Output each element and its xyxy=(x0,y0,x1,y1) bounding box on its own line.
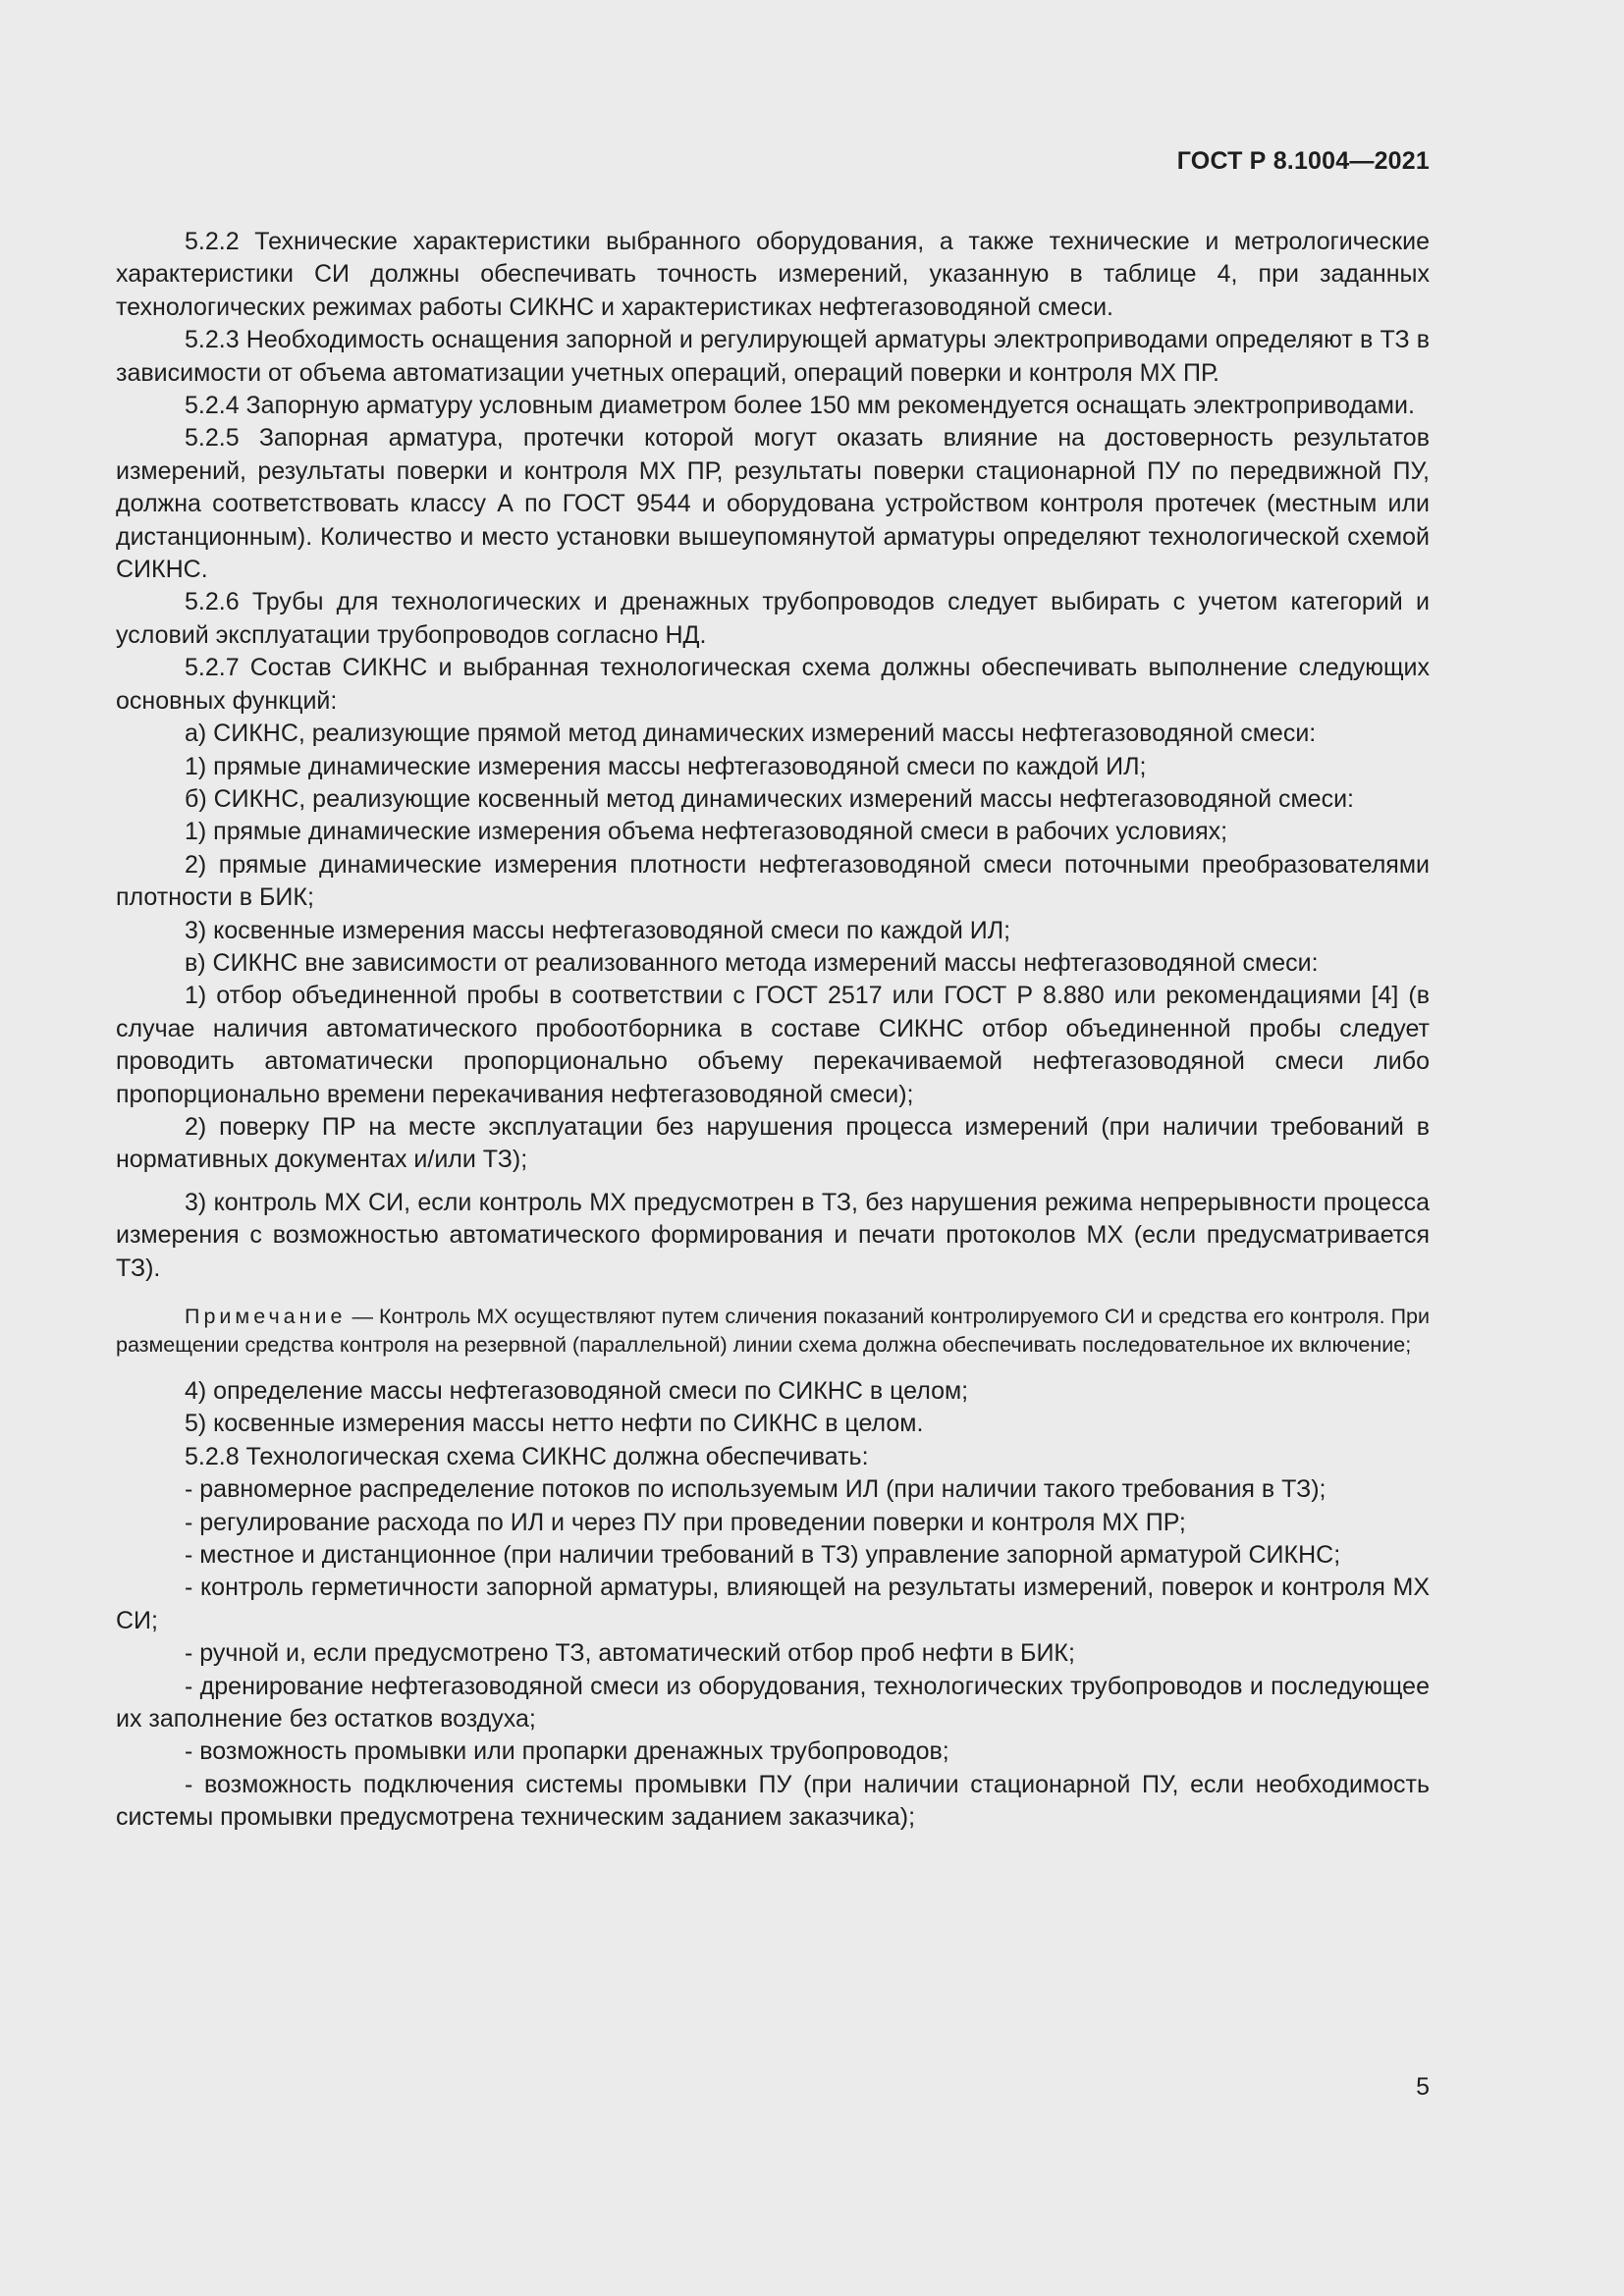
list-item-v: в) СИКНС вне зависимости от реализованного метода измерений массы нефтегазоводяной смеси: xyxy=(185,948,1319,977)
list-item-b-2: 2) прямые динамические измерения плотности нефтегазоводяной смеси поточными преобразователями плотности в БИК; xyxy=(116,850,1430,912)
list-item-v-2: 2) поверку ПР на месте эксплуатации без нарушения процесса измерений (при наличии требований в нормативных документах и/или ТЗ); xyxy=(116,1112,1430,1174)
note-label: Примечание xyxy=(185,1305,347,1328)
list-item-v-5: 5) косвенные измерения массы нетто нефти по СИКНС в целом. xyxy=(185,1410,924,1438)
paragraph-5-2-5: 5.2.5 Запорная арматура, протечки которой могут оказать влияние на достоверность результатов измерений, результаты поверки и контроля МХ ПР, результаты поверки стационарной ПУ по передвижной ПУ, должна соответствовать классу А по ГОСТ 9544 и оборудована устройством контроля протечек (местным или дистанционным). Количество и место установки вышеупомянутой арматуры определяют технологической схемой СИКНС. xyxy=(116,424,1430,584)
dash-item-1: - равномерное распределение потоков по используемым ИЛ (при наличии такого требования в ТЗ); xyxy=(185,1475,1326,1504)
dash-item-8: - возможность подключения системы промывки ПУ (при наличии стационарной ПУ, если необходимость системы промывки предусмотрена техническим заданием заказчика); xyxy=(116,1770,1430,1832)
paragraph-5-2-2: 5.2.2 Технические характеристики выбранного оборудования, а также технические и метрологические характеристики СИ должны обеспечивать точность измерений, указанную в таблице 4, при заданных технологических режимах работы СИКНС и характеристиках нефтегазоводяной смеси. xyxy=(116,228,1430,321)
list-item-b-3: 3) косвенные измерения массы нефтегазоводяной смеси по каждой ИЛ; xyxy=(185,916,1011,944)
list-item-v-4: 4) определение массы нефтегазоводяной смеси по СИКНС в целом; xyxy=(185,1377,969,1405)
paragraph-5-2-8: 5.2.8 Технологическая схема СИКНС должна обеспечивать: xyxy=(185,1442,869,1470)
paragraph-5-2-4: 5.2.4 Запорную арматуру условным диаметром более 150 мм рекомендуется оснащать электроприводами. xyxy=(185,392,1415,420)
dash-item-2: - регулирование расхода по ИЛ и через ПУ при проведении поверки и контроля МХ ПР; xyxy=(185,1508,1186,1536)
note-block xyxy=(116,1303,1430,1360)
list-item-a: а) СИКНС, реализующие прямой метод динамических измерений массы нефтегазоводяной смеси: xyxy=(185,720,1317,748)
dash-item-7: - возможность промывки или пропарки дренажных трубопроводов; xyxy=(185,1737,949,1766)
dash-item-4: - контроль герметичности запорной арматуры, влияющей на результаты измерений, поверок и контроля МХ СИ; xyxy=(116,1574,1430,1634)
list-item-v-1: 1) отбор объединенной пробы в соответствии с ГОСТ 2517 или ГОСТ Р 8.880 или рекомендациями [4] (в случае наличия автоматического пробоотборника в составе СИКНС отбор объединенной пробы следует проводить автоматически пропорционально объему перекачиваемой нефтегазоводяной смеси либо пропорционально времени перекачивания нефтегазоводяной смеси); xyxy=(116,982,1430,1108)
dash-item-3: - местное и дистанционное (при наличии требований в ТЗ) управление запорной арматурой СИКНС; xyxy=(185,1541,1341,1570)
list-item-b-1: 1) прямые динамические измерения объема нефтегазоводяной смеси в рабочих условиях; xyxy=(185,818,1228,846)
list-item-v-3: 3) контроль МХ СИ, если контроль МХ предусмотрен в ТЗ, без нарушения режима непрерывности процесса измерения с возможностью автоматического формирования и печати протоколов МХ (если предусматривается ТЗ). xyxy=(116,1188,1430,1282)
dash-item-6: - дренирование нефтегазоводяной смеси из оборудования, технологических трубопроводов и последующее их заполнение без остатков воздуха; xyxy=(116,1672,1430,1734)
list-item-a-1: 1) прямые динамические измерения массы нефтегазоводяной смеси по каждой ИЛ; xyxy=(185,752,1147,780)
paragraph-5-2-3: 5.2.3 Необходимость оснащения запорной и регулирующей арматуры электроприводами определяют в ТЗ в зависимости от объема автоматизации учетных операций, операций поверки и контроля МХ ПР. xyxy=(116,326,1430,387)
document-code: ГОСТ Р 8.1004—2021 xyxy=(1176,147,1430,175)
dash-item-5: - ручной и, если предусмотрено ТЗ, автоматический отбор проб нефти в БИК; xyxy=(185,1639,1075,1668)
page-number: 5 xyxy=(1416,2073,1430,2101)
note-text: — Контроль МХ осуществляют путем сличения показаний контролируемого СИ и средства его контроля. При размещении средства контроля на резервной (параллельной) линии схема должна обеспечивать последовательное их включение; xyxy=(116,1305,1430,1357)
paragraph-5-2-6: 5.2.6 Трубы для технологических и дренажных трубопроводов следует выбирать с учетом категорий и условий эксплуатации трубопроводов согласно НД. xyxy=(116,588,1430,649)
document-body xyxy=(116,226,1430,1835)
list-item-b: б) СИКНС, реализующие косвенный метод динамических измерений массы нефтегазоводяной смеси: xyxy=(185,784,1354,813)
paragraph-5-2-7: 5.2.7 Состав СИКНС и выбранная технологическая схема должны обеспечивать выполнение следующих основных функций: xyxy=(116,654,1430,715)
